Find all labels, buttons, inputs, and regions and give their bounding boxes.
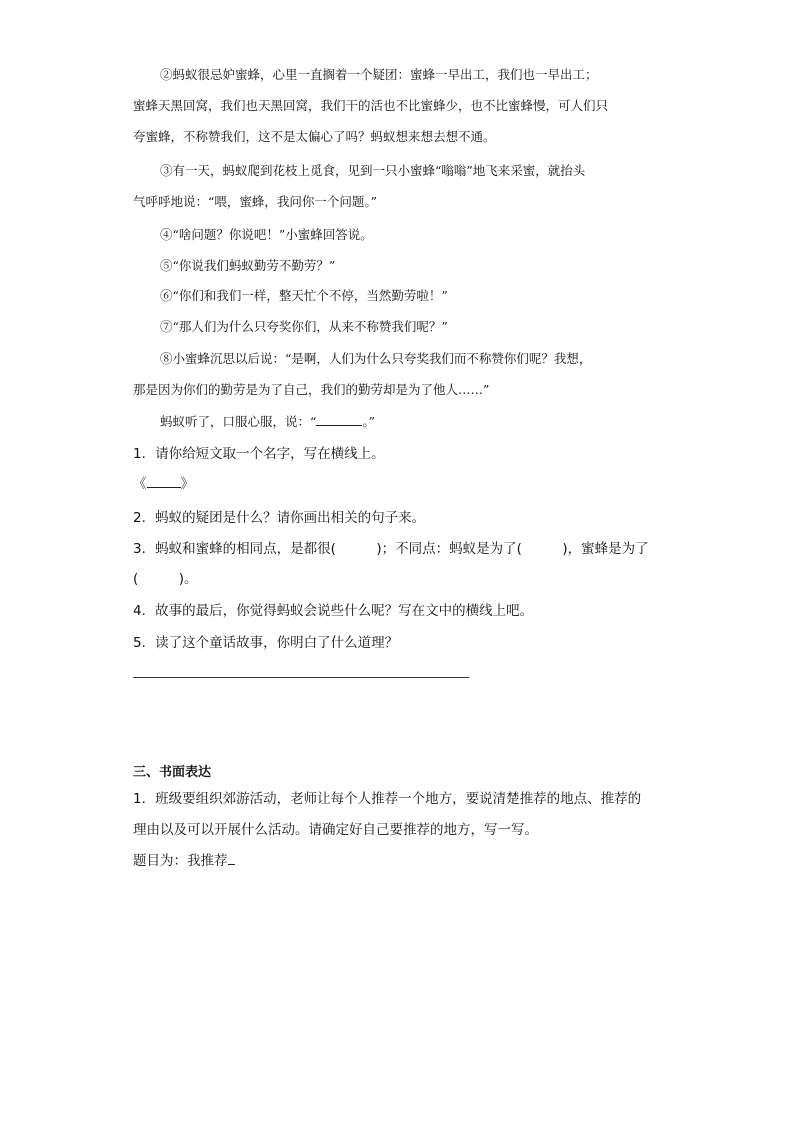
title-blank[interactable] [147,475,181,488]
question-4: 4．故事的最后，你觉得蚂蚁会说些什么呢？写在文中的横线上吧。 [133,603,534,619]
writing-title [133,849,235,869]
story-ending-after: 。” [362,414,376,429]
story-p8-line2: 那是因为你们的勤劳是为了自己，我们的勤劳却是为了他人……” [133,382,490,397]
question-5: 5．读了这个童话故事，你明白了什么道理？ [133,635,399,651]
story-p3-line2: 气呼呼地说：“喂，蜜蜂，我问你一个问题。” [133,194,378,209]
answer-line[interactable] [133,677,469,678]
question-2: 2．蚂蚁的疑团是什么？请你画出相关的句子来。 [133,510,426,526]
story-p2-line1: ②蚂蚁很忌妒蜜蜂，心里一直搁着一个疑团：蜜蜂一早出工，我们也一早出工； [160,67,598,82]
story-p2-line3: 夸蜜蜂，不称赞我们，这不是太偏心了吗？蚂蚁想来想去想不通。 [133,129,496,144]
title-close-bracket: 》 [180,476,194,492]
question-3-line2: ( )。 [133,571,198,587]
story-p6: ⑥“你们和我们一样，整天忙个不停，当然勤劳啦！” [160,288,448,303]
question-1: 1．请你给短文取一个名字，写在横线上。 [133,446,385,462]
writing-task-line1: 1．班级要组织郊游活动，老师让每个人推荐一个地方，要说清楚推荐的地点、推荐的 [133,791,642,807]
ending-blank[interactable] [316,413,362,426]
story-p8-line1: ⑧小蜜蜂沉思以后说：“是啊，人们为什么只夸奖我们而不称赞你们呢？我想， [160,351,592,366]
story-ending-before: 蚂蚁听了，口服心服，说：“ [160,414,317,429]
story-p5: ⑤“你说我们蚂蚁勤劳不勤劳？” [160,258,336,273]
story-ending [160,412,375,430]
question-3-line1: 3．蚂蚁和蜜蜂的相同点，是都很( )；不同点：蚂蚁是为了( )，蜜蜂是为了 [133,541,649,557]
question-1-answer [133,472,194,492]
story-p7: ⑦“那人们为什么只夸奖你们，从来不称赞我们呢？” [160,319,448,334]
story-p4: ④“啥问题？你说吧！”小蜜蜂回答说。 [160,227,373,242]
writing-title-prompt: 题目为：我推荐 [133,853,228,869]
title-open-bracket: 《 [133,476,147,492]
section-heading: 三、书面表达 [133,765,212,780]
writing-title-blank[interactable] [228,852,235,865]
writing-task-line2: 理由以及可以开展什么活动。请确定好自己要推荐的地方，写一写。 [133,822,538,838]
story-p2-line2: 蜜蜂天黑回窝，我们也天黑回窝，我们干的活也不比蜜蜂少，也不比蜜蜂慢，可人们只 [133,98,609,113]
story-p3-line1: ③有一天，蚂蚁爬到花枝上觅食，见到一只小蜜蜂“嗡嗡”地飞来采蜜，就抬头 [160,163,586,178]
